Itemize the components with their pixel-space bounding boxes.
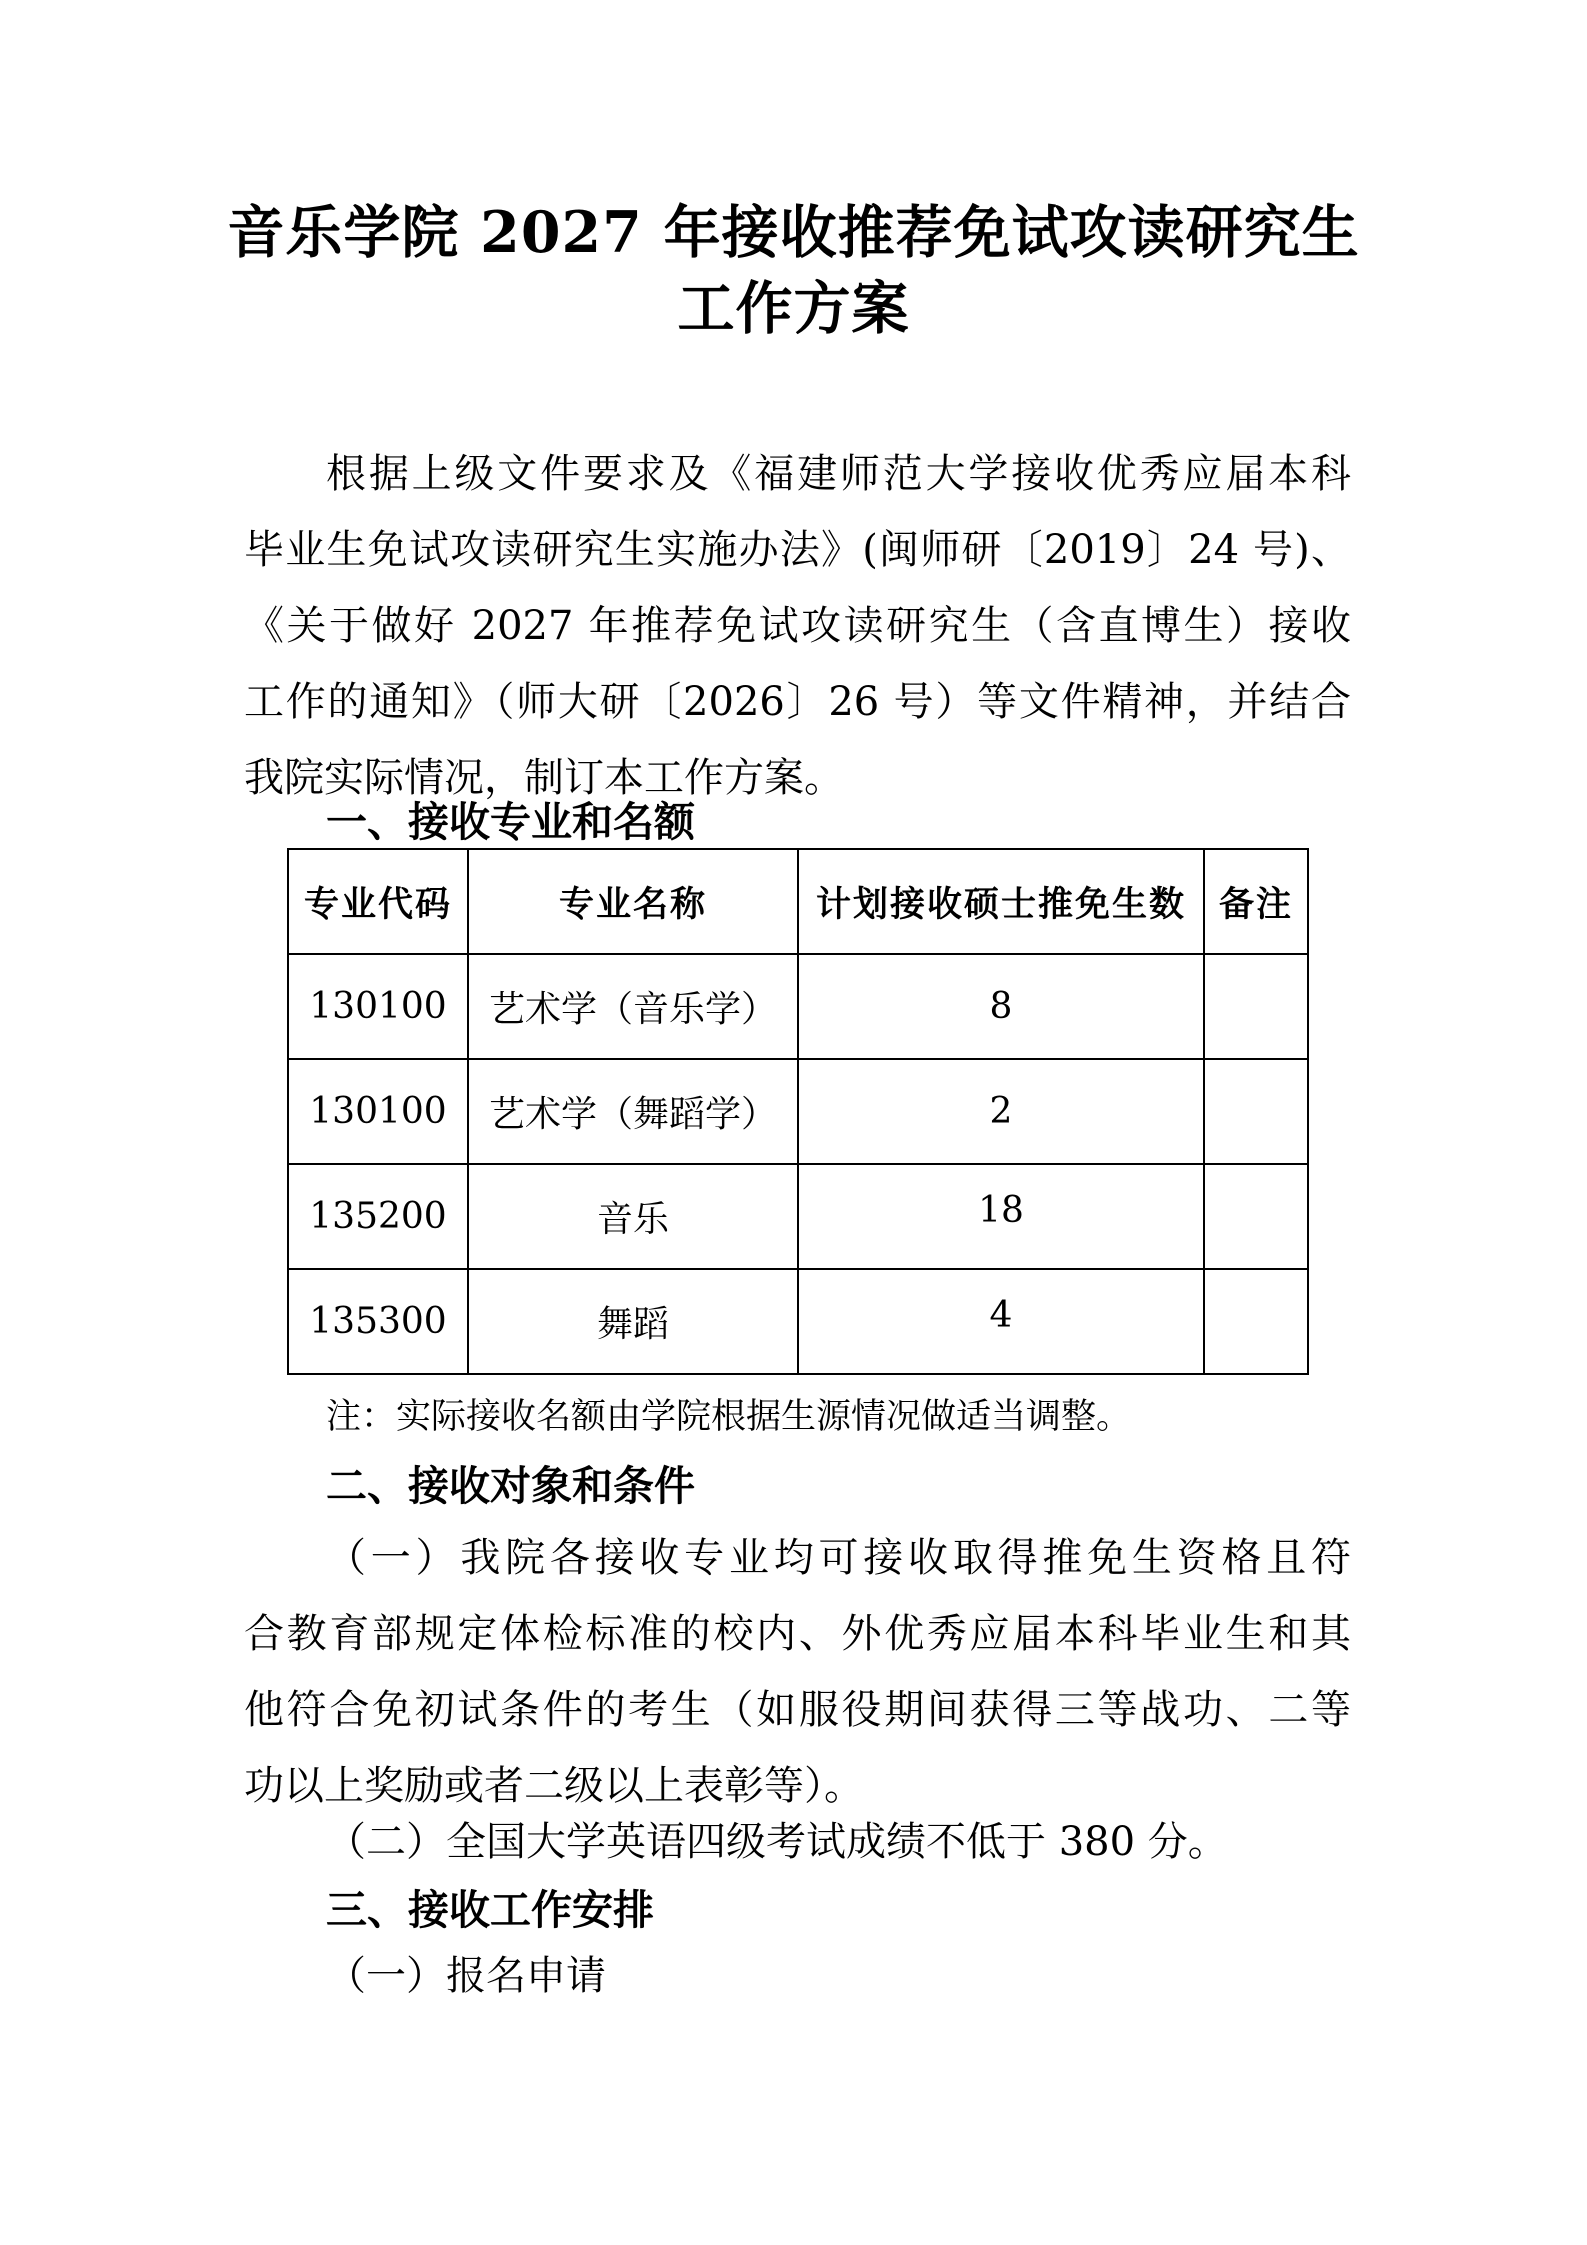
- section-2-item-1: [244, 1520, 1351, 1824]
- document-title-line-1: 音乐学院 2027 年接收推荐免试攻读研究生: [227, 199, 1360, 266]
- cell-remark: [1204, 1269, 1308, 1374]
- section-1-heading: 一、接收专业和名额: [326, 798, 695, 846]
- cell-count-value: 4: [989, 1295, 1013, 1336]
- table-note: 注：实际接收名额由学院根据生源情况做适当调整。: [326, 1397, 1132, 1437]
- cell-name: 舞蹈: [468, 1269, 798, 1374]
- section-3-heading: 三、接收工作安排: [326, 1886, 654, 1934]
- cell-count-value: 18: [978, 1190, 1024, 1231]
- table-header-row: [288, 849, 1308, 954]
- cell-count: 8: [798, 954, 1204, 1059]
- item-line: 合教育部规定体检标准的校内、外优秀应届本科毕业生和其: [244, 1611, 1351, 1657]
- intro-line: 我院实际情况，制订本工作方案。: [244, 755, 844, 801]
- cell-code: 135200: [288, 1164, 468, 1269]
- column-header-count: 计划接收硕士推免生数: [798, 849, 1204, 954]
- quota-table: [287, 848, 1309, 1375]
- item-line: （一）我院各接收专业均可接收取得推免生资格且符: [326, 1535, 1351, 1581]
- cell-code: 130100: [288, 1059, 468, 1164]
- cell-remark: [1204, 1059, 1308, 1164]
- cell-remark: [1204, 954, 1308, 1059]
- intro-line: 工作的通知》（师大研〔2026〕26 号）等文件精神，并结合: [244, 679, 1351, 725]
- table-row: [288, 954, 1308, 1059]
- section-2-item-2: （二）全国大学英语四级考试成绩不低于 380 分。: [326, 1819, 1228, 1865]
- table-row: [288, 1059, 1308, 1164]
- table-row: [288, 1269, 1308, 1374]
- intro-paragraph: [244, 436, 1351, 816]
- item-line: 功以上奖励或者二级以上表彰等）。: [244, 1763, 864, 1809]
- item-line: 他符合免初试条件的考生（如服役期间获得三等战功、二等: [244, 1687, 1351, 1733]
- cell-count: [798, 1269, 1204, 1374]
- intro-line: 根据上级文件要求及《福建师范大学接收优秀应届本科: [326, 451, 1351, 497]
- column-header-remark: 备注: [1204, 849, 1308, 954]
- table-row: [288, 1164, 1308, 1269]
- column-header-name: 专业名称: [468, 849, 798, 954]
- cell-count: 2: [798, 1059, 1204, 1164]
- cell-code: 135300: [288, 1269, 468, 1374]
- section-2-heading: 二、接收对象和条件: [326, 1462, 695, 1510]
- cell-name: 音乐: [468, 1164, 798, 1269]
- cell-remark: [1204, 1164, 1308, 1269]
- column-header-code: 专业代码: [288, 849, 468, 954]
- document-title-line-2: 工作方案: [677, 275, 910, 342]
- section-3-item-1: （一）报名申请: [326, 1953, 606, 1999]
- cell-count: [798, 1164, 1204, 1269]
- cell-name: 艺术学（舞蹈学）: [468, 1059, 798, 1164]
- intro-line: 《关于做好 2027 年推荐免试攻读研究生（含直博生）接收: [244, 603, 1351, 649]
- cell-name: 艺术学（音乐学）: [468, 954, 798, 1059]
- cell-code: 130100: [288, 954, 468, 1059]
- intro-line: 毕业生免试攻读研究生实施办法》(闽师研〔2019〕24 号)、: [244, 527, 1351, 573]
